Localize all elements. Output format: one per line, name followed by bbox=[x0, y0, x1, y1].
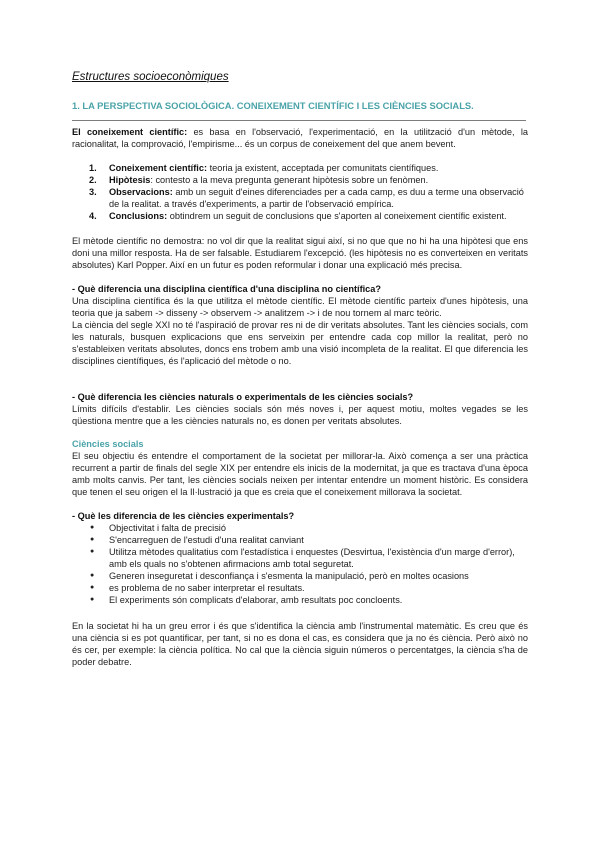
list-item: ● El experiments són complicats d'elaborar, amb resultats poc concloents. bbox=[109, 594, 528, 606]
step-item bbox=[89, 174, 528, 186]
scientific-steps-list bbox=[72, 162, 528, 222]
method-paragraph: El mètode científic no demostra: no vol dir que la realitat sigui així, si no que que no hi ha una hipòtesi que ens doni una millor resposta. Ha de ser falsable. Estudiarem l'excepció. (les hipòtesis no es converteixen en veritats absolutes) Karl Popper. Així en un futur es poden reformular i donar una explicació més precisa. bbox=[72, 236, 528, 270]
step-text: teoria ja existent, acceptada per comunitats científiques. bbox=[207, 163, 439, 173]
list-item: ● Generen inseguretat i desconfiança i s'esmenta la manipulació, però en moltes ocasions bbox=[109, 570, 528, 582]
list-item: ● S'encarreguen de l'estudi d'una realitat canviant bbox=[109, 534, 528, 546]
step-text: amb un seguit d'eines diferenciades per a cada camp, es duu a terme una observació de la realitat. a través d'experiments, a partir de l'observació empírica. bbox=[109, 187, 524, 209]
differences-list bbox=[72, 522, 528, 606]
social-sciences-paragraph: El seu objectiu és entendre el comportament de la societat per millorar-la. Això comença a ser una pràctica recurrent a partir de finals del segle XIX per entendre els inicis de la modernitat, ja que es tractava d'una època amb molts canvis. Per tant, les ciències socials neixen per intentar entendre un moment històric. Es considera que tenen el seu origen el la Il·lustració ja que es creia que el coneixement millorava la societat. bbox=[72, 451, 528, 497]
list-item: ● es problema de no saber interpretar el resultats. bbox=[109, 582, 528, 594]
list-item: ● Utilitza mètodes qualitatius com l'estadística i enquestes (Desvirtua, l'existència d'un marge d'error), amb els quals no s'obtenen afirmacions amb total seguretat. bbox=[109, 546, 528, 570]
answer-paragraph: Una disciplina científica és la que utilitza el mètode científic. El mètode científic parteix d'unes hipòtesis, una teoria que ja sabem -> disseny -> observem -> analitzem -> i de nou tornem al marc teòric. bbox=[72, 296, 528, 318]
step-number: 3. bbox=[89, 187, 97, 197]
step-number: 4. bbox=[89, 211, 97, 221]
horizontal-rule bbox=[72, 120, 526, 121]
document-title: Estructures socioeconòmiques bbox=[72, 71, 229, 83]
step-item bbox=[89, 162, 528, 174]
list-item: ● Objectivitat i falta de precisió bbox=[109, 522, 528, 534]
step-item bbox=[89, 210, 528, 222]
step-term: Observacions: bbox=[109, 187, 173, 197]
step-number: 1. bbox=[89, 163, 97, 173]
answer-paragraph: Límits difícils d'establir. Les ciències socials són més noves i, per aquest motiu, moltes vegades se les qüestiona mentre que a les ciències naturals no, es donen per veritats absolutes. bbox=[72, 404, 528, 426]
step-text: : contesto a la meva pregunta generant hipòtesis sobre un fenòmen. bbox=[150, 175, 429, 185]
document-page bbox=[72, 62, 528, 668]
intro-text: es basa en l'observació, l'experimentació, en la utilització d'un mètode, la racionalitat, la comprovació, l'empirisme... és un corpus de coneixement del que anem bevent. bbox=[72, 127, 528, 149]
step-term: Coneixement científic: bbox=[109, 163, 208, 173]
question-heading: - Què diferencia les ciències naturals o experimentals de les ciències socials? bbox=[72, 392, 414, 402]
question-heading: - Què diferencia una disciplina científica d'una disciplina no científica? bbox=[72, 284, 382, 294]
subsection-heading: Ciències socials bbox=[72, 439, 144, 449]
intro-term: El coneixement científic: bbox=[72, 127, 188, 137]
question-heading: - Què les diferencia de les ciències experimentals? bbox=[72, 511, 295, 521]
step-text: obtindrem un seguit de conclusions que s'aporten al coneixement científic existent. bbox=[167, 211, 507, 221]
answer-paragraph: La ciència del segle XXI no té l'aspiració de provar res ni de dir veritats absolutes. Tant les ciències socials, com les naturals, busquen explicacions que ens serveixin per entendre cada cop millor la realitat, però no s'estableixen veritats absolutes, doncs ens trobem amb una visió incompleta de la realitat. El que diferencia les disciplines científiques, és l'aplicació del mètode o no. bbox=[72, 320, 528, 366]
closing-paragraph: En la societat hi ha un greu error i és que s'identifica la ciència amb l'instrumental matemàtic. Es creu que és una ciència si es pot quantificar, per tant, si no es dona el cas, es considera que ja no és ciència. Però això no és cer, per exemple: la ciència política. No cal que la ciència siguin números o percentatges, la ciència s'ha de poder debatre. bbox=[72, 621, 528, 667]
intro-paragraph bbox=[72, 126, 528, 150]
step-item bbox=[89, 186, 528, 210]
step-term: Hipòtesis bbox=[109, 175, 151, 185]
step-number: 2. bbox=[89, 175, 97, 185]
step-term: Conclusions: bbox=[109, 211, 168, 221]
section-heading: 1. LA PERSPECTIVA SOCIOLÒGICA. CONEIXEMENT CIENTÍFIC I LES CIÈNCIES SOCIALS. bbox=[72, 100, 474, 111]
